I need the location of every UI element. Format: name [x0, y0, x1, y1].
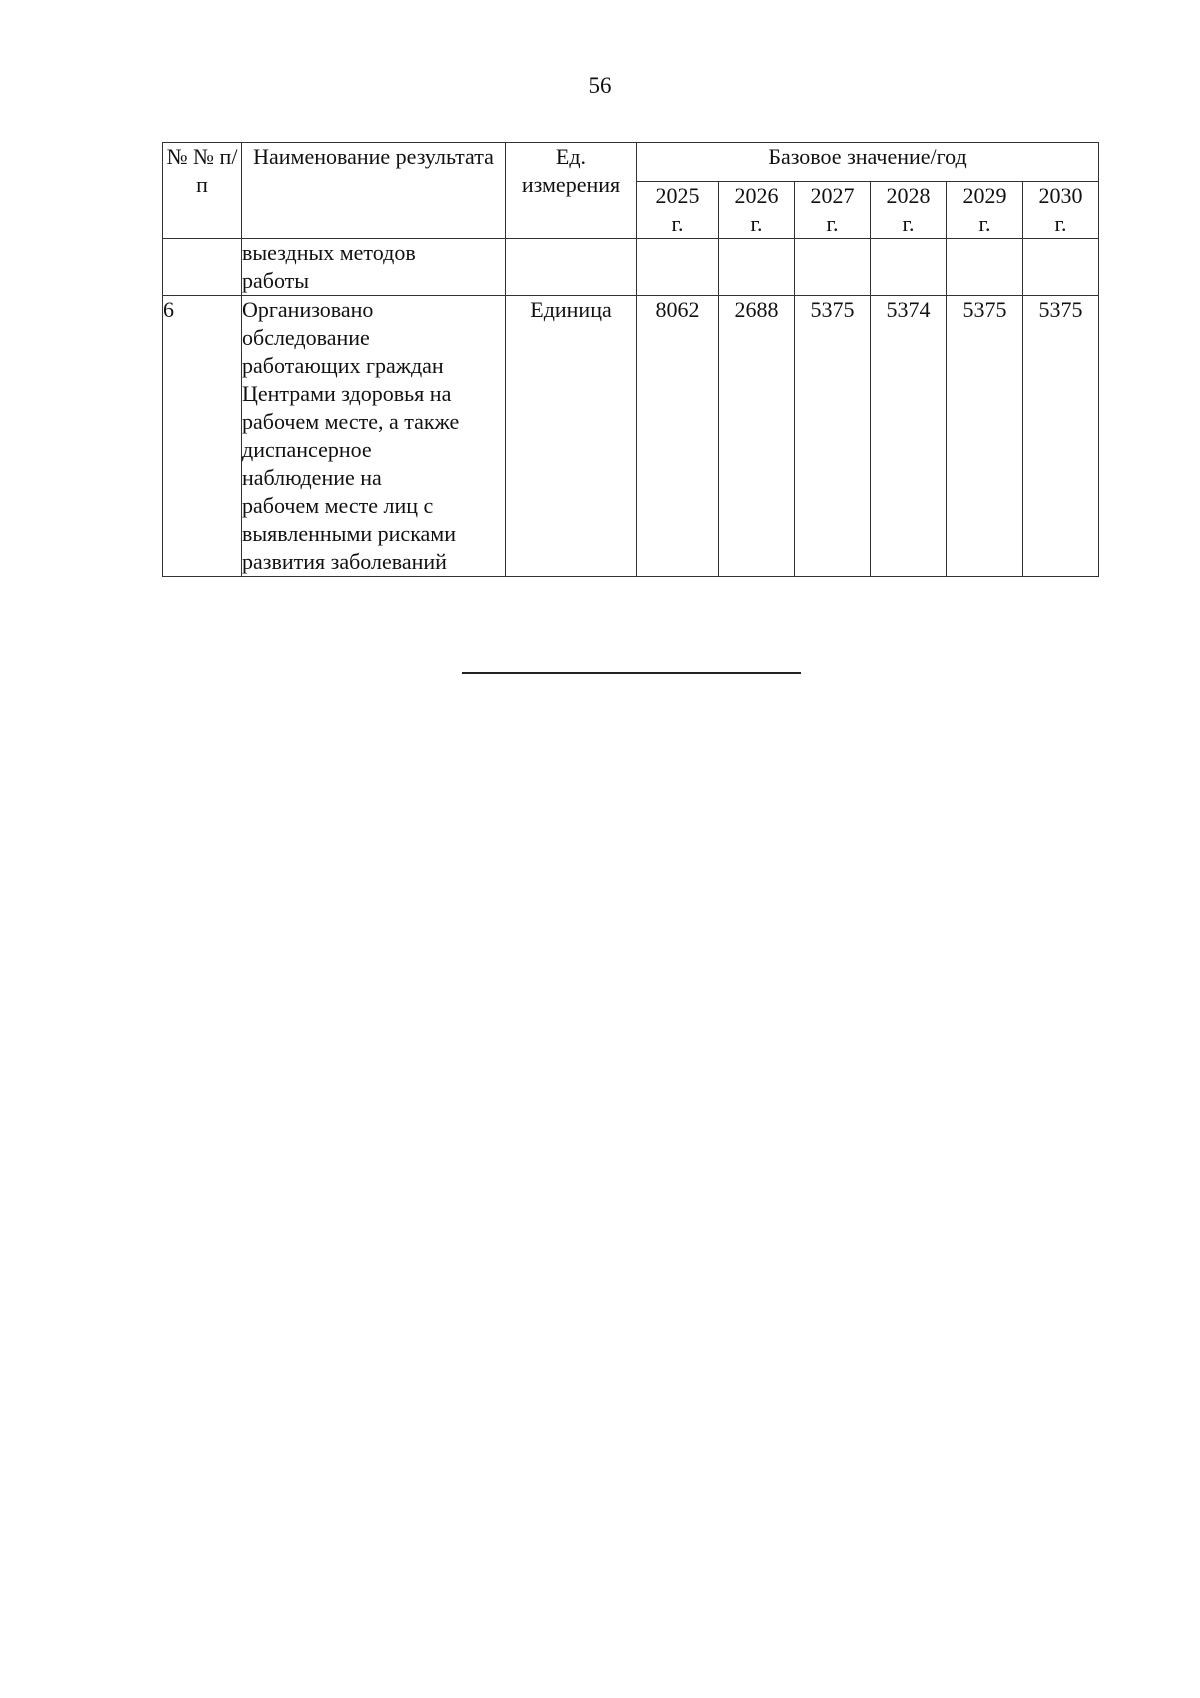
header-unit: Ед. измерения — [506, 143, 637, 239]
row-name-line: наблюдение на — [242, 465, 382, 490]
row-name-line: выездных методов — [242, 240, 416, 265]
page-number: 56 — [588, 73, 612, 98]
row-value-2030: 5375 — [1023, 296, 1099, 577]
row-name-line: обследование — [242, 325, 370, 350]
results-table — [162, 142, 1099, 577]
row-name-line: развития заболеваний — [242, 549, 447, 574]
row-name-line: диспансерное — [242, 437, 372, 462]
row-value-2029: 5375 — [947, 296, 1023, 577]
year-suffix: г. — [750, 211, 763, 236]
header-year-2027 — [795, 182, 871, 239]
end-of-document-rule — [462, 672, 801, 674]
header-row-top — [163, 143, 1099, 182]
header-year-2026 — [719, 182, 795, 239]
row-value-2027: 5375 — [795, 296, 871, 577]
row-value-2028 — [871, 239, 947, 296]
row-name — [242, 296, 506, 577]
year-suffix: г. — [978, 211, 991, 236]
row-name-line: Центрами здоровья на — [242, 381, 452, 406]
year-label: 2030 — [1038, 183, 1083, 208]
row-name-line: Организовано — [242, 297, 374, 322]
row-unit — [506, 239, 637, 296]
table-row — [163, 296, 1099, 577]
row-value-2028: 5374 — [871, 296, 947, 577]
year-label: 2027 — [810, 183, 855, 208]
header-year-2028 — [871, 182, 947, 239]
header-num: № № п/п — [163, 143, 242, 239]
header-base-value: Базовое значение/год — [637, 143, 1099, 182]
year-label: 2026 — [734, 183, 779, 208]
row-value-2027 — [795, 239, 871, 296]
header-year-2025 — [637, 182, 719, 239]
row-value-2029 — [947, 239, 1023, 296]
row-num: 6 — [163, 296, 242, 577]
table-row — [163, 239, 1099, 296]
year-suffix: г. — [671, 211, 684, 236]
row-num — [163, 239, 242, 296]
year-suffix: г. — [826, 211, 839, 236]
row-name-line: выявленными рисками — [242, 521, 457, 546]
year-label: 2028 — [886, 183, 931, 208]
header-year-2029 — [947, 182, 1023, 239]
row-name-line: работы — [242, 268, 310, 293]
year-suffix: г. — [1054, 211, 1067, 236]
row-value-2026 — [719, 239, 795, 296]
header-name: Наименование результата — [242, 143, 506, 239]
row-value-2025 — [637, 239, 719, 296]
year-label: 2025 — [655, 183, 700, 208]
row-name-line: рабочем месте, а также — [242, 409, 460, 434]
row-value-2026: 2688 — [719, 296, 795, 577]
row-name — [242, 239, 506, 296]
header-year-2030 — [1023, 182, 1099, 239]
row-name-line: работающих граждан — [242, 353, 444, 378]
row-unit: Единица — [506, 296, 637, 577]
year-label: 2029 — [962, 183, 1007, 208]
row-value-2025: 8062 — [637, 296, 719, 577]
row-value-2030 — [1023, 239, 1099, 296]
year-suffix: г. — [902, 211, 915, 236]
row-name-line: рабочем месте лиц с — [242, 493, 434, 518]
